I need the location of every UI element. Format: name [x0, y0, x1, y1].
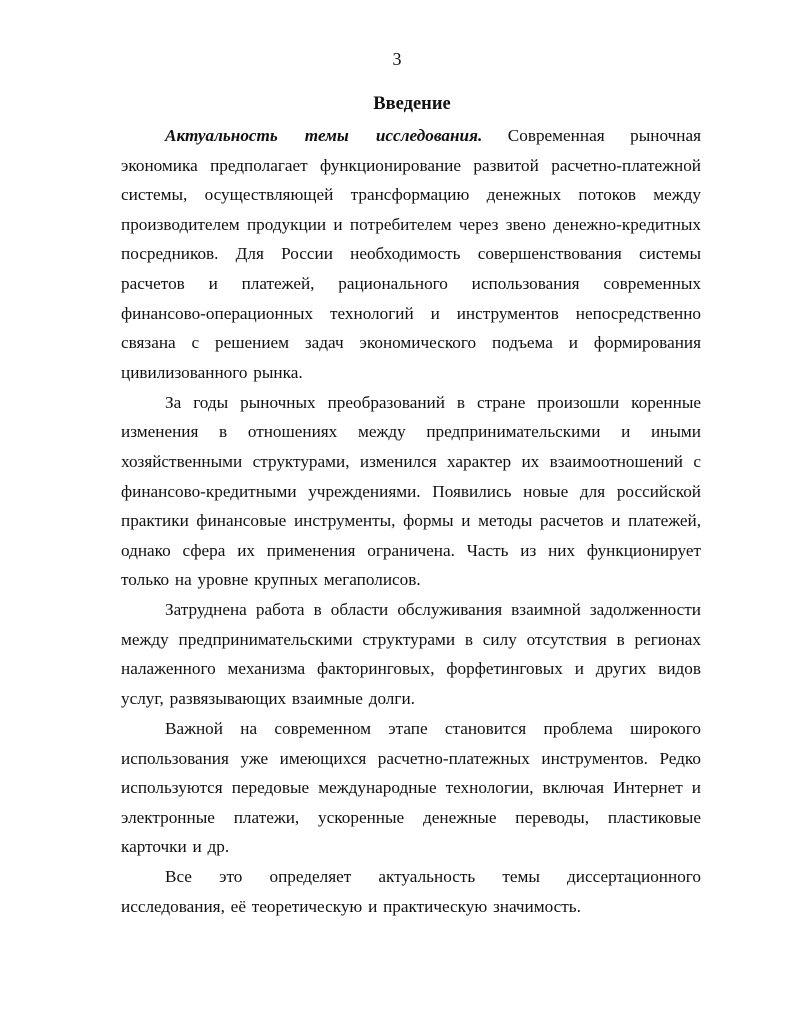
paragraph-market-reforms	[121, 388, 701, 595]
section-body	[121, 121, 701, 922]
paragraph-debt-servicing	[121, 595, 701, 713]
paragraph-lead: Актуальность темы исследования.	[165, 126, 483, 145]
paragraph-relevance	[121, 121, 701, 387]
paragraph-text: Современная рыночная экономика предполагает функционирование развитой расчетно-платежной системы, осуществляющей трансформацию денежных потоков между производителем продукции и потребителем через звено денежно-кредитных посредников. Для России необходимость совершенствования системы расчетов и платежей, рационального использования современных финансово-операционных технологий и инструментов непосредственно связана с решением задач экономического подъема и формирования цивилизованного рынка.	[121, 126, 701, 382]
paragraph-text: Затруднена работа в области обслуживания взаимной задолженности между предпринимательскими структурами в силу отсутствия в регионах налаженного механизма факторинговых, форфетинговых и других видов услуг, развязывающих взаимные долги.	[121, 600, 701, 709]
paragraph-text: За годы рыночных преобразований в стране произошли коренные изменения в отношениях между предпринимательскими и иными хозяйственными структурами, изменился характер их взаимоотношений с финансово-кредитными учреждениями. Появились новые для российской практики финансовые инструменты, формы и методы расчетов и платежей, однако сфера их применения ограничена. Часть из них функционирует только на уровне крупных мегаполисов.	[121, 392, 701, 590]
paragraph-text: Все это определяет актуальность темы диссертационного исследования, её теоретическую и практическую значимость.	[121, 867, 701, 916]
paragraph-payment-instruments	[121, 714, 701, 862]
section-title: Введение	[373, 94, 451, 114]
paragraph-text: Важной на современном этапе становится проблема широкого использования уже имеющихся расчетно-платежных инструментов. Редко используются передовые международные технологии, включая Интернет и электронные платежи, ускоренные денежные переводы, пластиковые карточки и др.	[121, 719, 701, 857]
paragraph-significance	[121, 862, 701, 921]
page-number: 3	[392, 49, 402, 69]
